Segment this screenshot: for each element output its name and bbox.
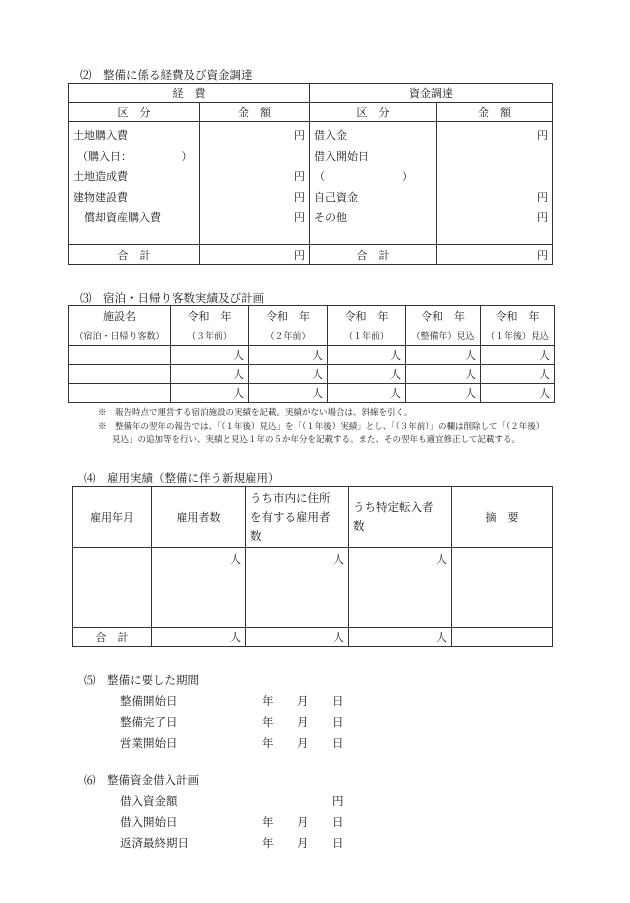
header-employee-count: 雇用者数	[152, 487, 246, 548]
guest-count-table	[68, 305, 555, 403]
funding-categories	[310, 122, 437, 245]
header-year: 令和 年	[328, 306, 406, 326]
header-specific-transfer: うち特定転入者 数	[349, 487, 452, 548]
person-unit: 人	[246, 628, 349, 647]
section-6-title: ⑹ 整備資金借入計画	[84, 773, 199, 787]
loan-start-date-label: 借入開始日	[120, 815, 178, 829]
table-row	[69, 365, 555, 384]
month-unit: 月	[297, 815, 309, 829]
header-category-left: 区 分	[69, 103, 200, 122]
header-year-note: （１年後）見込	[481, 326, 555, 346]
funding-amounts	[437, 122, 553, 245]
yen-unit: 円	[537, 211, 548, 224]
yen-unit: 円	[332, 794, 344, 808]
section-5-title: ⑸ 整備に要した期間	[84, 673, 199, 687]
table-row-label: 建物建設費	[73, 190, 128, 204]
table-row-label: 自己資金	[314, 190, 358, 204]
header-year-note: （２年前）	[249, 326, 328, 346]
person-unit: 人	[481, 365, 555, 384]
header-year: 令和 年	[406, 306, 481, 326]
yen-unit	[204, 147, 305, 168]
expense-funding-table	[68, 83, 553, 265]
total-label-left: 合 計	[69, 245, 200, 265]
day-unit: 日	[332, 715, 344, 729]
header-year: 令和 年	[249, 306, 328, 326]
month-unit: 月	[297, 736, 309, 750]
table-row-label: （ ）	[314, 170, 413, 183]
section-4-title: ⑷ 雇用実績（整備に伴う新規雇用）	[84, 471, 280, 485]
loan-amount-label: 借入資金額	[120, 794, 178, 808]
table-row-label: （購入日： ）	[77, 149, 193, 163]
final-repayment-date-label: 返済最終期日	[120, 836, 189, 850]
opening-date-label: 営業開始日	[120, 736, 178, 750]
person-unit: 人	[328, 384, 406, 403]
yen-unit	[441, 167, 548, 188]
total-label: 合 計	[73, 628, 152, 647]
header-year: 令和 年	[171, 306, 249, 326]
start-date-label: 整備開始日	[120, 694, 178, 708]
month-unit: 月	[297, 715, 309, 729]
employment-table	[72, 486, 553, 647]
person-unit: 人	[171, 365, 249, 384]
person-unit: 人	[406, 346, 481, 365]
person-unit: 人	[246, 548, 349, 628]
header-year-note: （１年前）	[328, 326, 406, 346]
total-label-right: 合 計	[310, 245, 437, 265]
header-facility-name: 施設名	[69, 306, 171, 326]
expense-categories	[69, 122, 200, 245]
month-unit: 月	[297, 694, 309, 708]
table-row-label: 借入開始日	[314, 149, 369, 163]
table-row	[73, 548, 553, 628]
header-category-right: 区 分	[310, 103, 437, 122]
person-unit: 人	[328, 346, 406, 365]
header-summary: 摘 要	[452, 487, 553, 548]
yen-unit	[441, 147, 548, 168]
header-year-note: （３年前）	[171, 326, 249, 346]
header-employment-month: 雇用年月	[73, 487, 152, 548]
note-1: ※ 報告時点で運営する宿泊施設の実績を記載。実績がない場合は、斜線を引く。	[98, 408, 413, 418]
table-row-label: 償却資産購入費	[73, 211, 161, 224]
header-guest-type: （宿泊・日帰り客数）	[69, 326, 171, 346]
year-unit: 年	[262, 736, 274, 750]
table-row-label: 借入金	[314, 129, 347, 142]
person-unit: 人	[481, 384, 555, 403]
yen-unit: 円	[537, 129, 548, 142]
header-expense: 経 費	[69, 84, 310, 103]
note-2: ※ 整備年の翌年の報告では、「（１年後）見込」を「（１年後）実績」とし、「（３年前）」の欄は削除して「（２年後）	[98, 422, 545, 432]
person-unit: 人	[406, 365, 481, 384]
yen-unit: 円	[294, 129, 305, 142]
table-row-label: 土地購入費	[73, 129, 128, 142]
person-unit: 人	[406, 384, 481, 403]
year-unit: 年	[262, 715, 274, 729]
person-unit: 人	[349, 548, 452, 628]
month-unit: 月	[297, 836, 309, 850]
year-unit: 年	[262, 836, 274, 850]
day-unit: 日	[332, 736, 344, 750]
note-2-continued: 見込」の追加等を行い、実績と見込１年の５か年分を記載する。また、その翌年も適宜修正して記載する。	[112, 435, 521, 445]
person-unit: 人	[481, 346, 555, 365]
completion-date-label: 整備完了日	[120, 715, 178, 729]
section-2-title: ⑵ 整備に係る経費及び資金調達	[80, 68, 253, 82]
year-unit: 年	[262, 815, 274, 829]
day-unit: 日	[332, 694, 344, 708]
yen-unit: 円	[294, 211, 305, 224]
person-unit: 人	[152, 628, 246, 647]
total-yen-right: 円	[437, 245, 553, 265]
header-resident-employees: うち市内に住所 を有する雇用者 数	[246, 487, 349, 548]
expense-amounts	[200, 122, 310, 245]
yen-unit: 円	[294, 190, 305, 204]
table-row	[69, 384, 555, 403]
table-row-total	[73, 628, 553, 647]
header-year-note: （整備年）見込	[406, 326, 481, 346]
person-unit: 人	[249, 365, 328, 384]
day-unit: 日	[332, 815, 344, 829]
person-unit: 人	[152, 548, 246, 628]
person-unit: 人	[349, 628, 452, 647]
section-3-title: ⑶ 宿泊・日帰り客数実績及び計画	[80, 291, 264, 305]
person-unit: 人	[328, 365, 406, 384]
yen-unit: 円	[294, 170, 305, 183]
header-funding: 資金調達	[310, 84, 553, 103]
header-amount-right: 金 額	[437, 103, 553, 122]
table-row-label: 土地造成費	[73, 170, 128, 183]
year-unit: 年	[262, 694, 274, 708]
table-row	[69, 346, 555, 365]
person-unit: 人	[171, 346, 249, 365]
day-unit: 日	[332, 836, 344, 850]
header-amount-left: 金 額	[200, 103, 310, 122]
person-unit: 人	[249, 384, 328, 403]
table-row-label: その他	[314, 211, 347, 224]
total-yen-left: 円	[200, 245, 310, 265]
yen-unit: 円	[537, 190, 548, 204]
person-unit: 人	[249, 346, 328, 365]
header-year: 令和 年	[481, 306, 555, 326]
person-unit: 人	[171, 384, 249, 403]
